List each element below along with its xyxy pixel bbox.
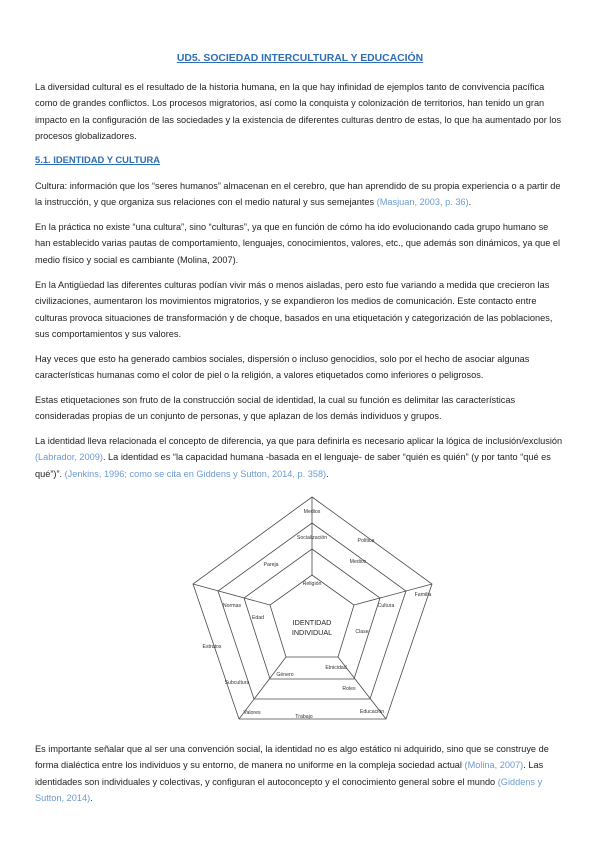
label-educacion: Educación: [359, 709, 385, 715]
paragraph-antiguedad: En la Antigüedad las diferentes culturas podían vivir más o menos aisladas, pero esto fue variando a medida que crecieron las civilizaciones, aumentaron los movimientos migratorios, y se expandieron los medios de comunicación. Este contacto entre culturas provoca situaciones de transformación y de choque, basados en una etiquetación y categorización de las poblaciones, sus comportamientos y sus valores.: [35, 280, 553, 340]
label-politica: Política: [357, 538, 375, 544]
paragraph-culturas: En la práctica no existe “una cultura”, sino “culturas”, ya que en función de cómo ha ido evolucionando cada grupo humano se han establecido varias pautas de comportamiento, lenguajes, conocimientos, valores, etc., que además son dinámicos, ya que el medio físico y social es cambiante (Molina, 2007).: [35, 222, 561, 265]
citation: (Labrador, 2009): [35, 452, 103, 463]
label-medios-inner: Medios: [349, 559, 367, 565]
identity-pentagon-diagram: [190, 493, 435, 725]
paragraph-end: .: [326, 468, 329, 479]
label-normas: Normas: [222, 603, 242, 609]
label-valores: Valores: [243, 710, 261, 716]
label-socializacion: Socialización: [296, 535, 328, 541]
label-religion: Religión: [302, 581, 322, 587]
label-medios: Medios: [303, 509, 321, 515]
document-title: UD5. SOCIEDAD INTERCULTURAL Y EDUCACIÓN: [176, 53, 424, 64]
paragraph-end: .: [90, 793, 93, 804]
label-genero: Género: [276, 672, 294, 678]
paragraph-etiquetaciones: Estas etiquetaciones son fruto de la construcción social de identidad, la cual su función es delimitar las características consideradas propias de un conjunto de personas, y que aplazan de los demás individuos y grupos.: [35, 395, 516, 422]
intro-paragraph: La diversidad cultural es el resultado de la historia humana, en la que hay infinidad de ejemplos tanto de convivencia pacífica como de grandes conflictos. Los procesos migratorios, así como la conquista y colonización de territorios, han tenido un gran impacto en la configuración de las sociedades y la existencia de diferentes culturas dentro de estas, lo que ha aumentado por los procesos globalizadores.: [35, 82, 562, 142]
label-etnicidad: Etnicidad: [325, 665, 347, 671]
paragraph-cultura: [35, 178, 565, 211]
paragraph-convencion-social: [35, 741, 565, 807]
label-clase: Clase: [355, 629, 369, 635]
section-heading: 5.1. IDENTIDAD Y CULTURA: [35, 154, 161, 165]
label-estratos: Estratos: [202, 644, 222, 650]
label-familia: Familia: [414, 592, 432, 598]
citation: (Giddens y Sutton, 2014): [35, 776, 543, 804]
label-edad: Edad: [251, 615, 265, 621]
citation: (Molina, 2007): [464, 760, 524, 771]
label-subcultura: Subcultura: [224, 680, 250, 686]
paragraph-text: . La identidad es “la capacidad humana -basada en el lenguaje- de saber “quién es quién” (y por tanto “qué es qué”)”.: [35, 452, 551, 479]
paragraph-text: . Las identidades son individuales y colectivas, y configuran el autoconcepto y el conocimiento general sobre el mundo: [35, 760, 544, 787]
label-trabajo: Trabajo: [295, 714, 313, 720]
paragraph-text: Es importante señalar que al ser una convención social, la identidad no es algo estático ni adquirido, sino que se construye de forma dialéctica entre los individuos y su entorno, de manera no uniforme en la compleja sociedad actual: [35, 744, 549, 771]
paragraph-text: La identidad lleva relacionada el concepto de diferencia, ya que para definirla es necesario aplicar la lógica de inclusión/exclusión: [35, 436, 563, 446]
label-cultura: Cultura: [377, 603, 395, 609]
paragraph-end: .: [468, 197, 472, 208]
citation: (Masjuan, 2003, p. 36): [376, 197, 469, 208]
label-pareja: Pareja: [263, 562, 279, 568]
center-label-individual: INDIVIDUAL: [291, 628, 333, 637]
citation: (Jenkins, 1996; como se cita en Giddens y Sutton, 2014, p. 358): [64, 468, 327, 479]
paragraph-cambios-sociales: Hay veces que esto ha generado cambios sociales, dispersión o incluso genocidios, solo por el hecho de asociar algunas características humanas como el color de piel o la religión, a valores etiquetados como inferiores o peligrosos.: [35, 354, 530, 381]
center-pentagon: [270, 575, 354, 657]
label-roles: Roles: [342, 686, 356, 692]
paragraph-text: Cultura: información que los “seres humanos” almacenan en el cerebro, que han aprendido de su propia experiencia o a partir de la instrucción, y que organiza sus relaciones con el medio natural y sus semejantes: [35, 181, 561, 208]
center-label-identidad: IDENTIDAD: [292, 618, 332, 627]
paragraph-identidad: [35, 433, 565, 482]
